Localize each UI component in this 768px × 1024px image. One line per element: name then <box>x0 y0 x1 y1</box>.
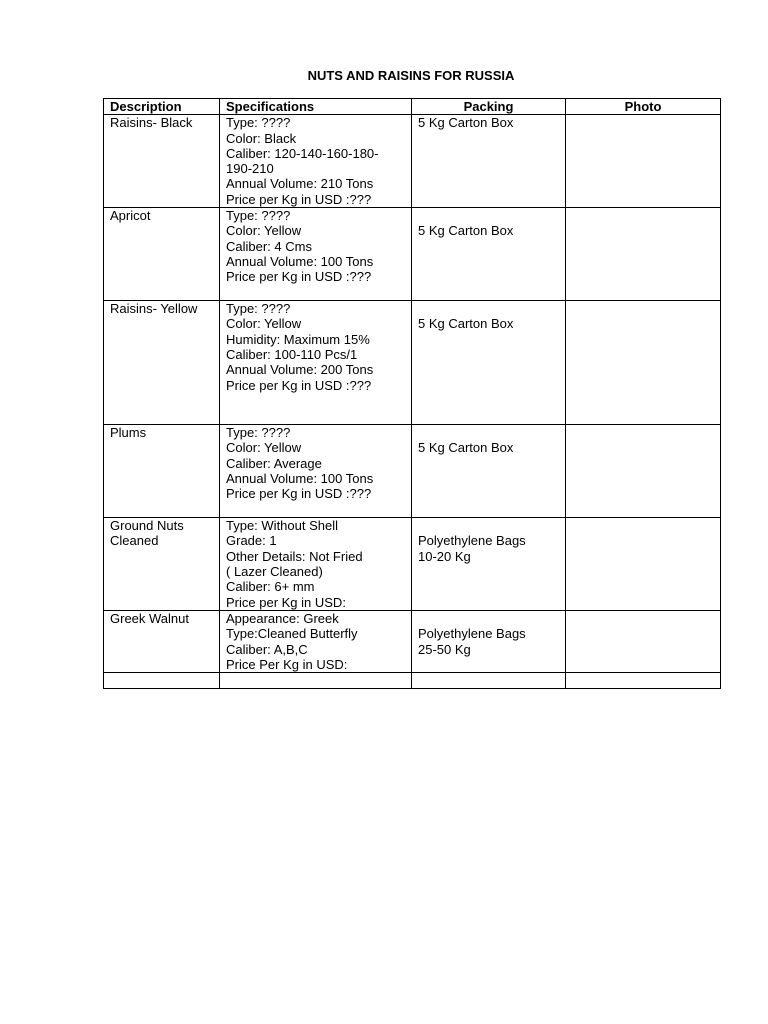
specifications-line: Price per Kg in USD :??? <box>226 486 372 502</box>
photo-cell <box>566 611 721 673</box>
specifications-line: Annual Volume: 200 Tons <box>226 362 374 378</box>
photo-cell <box>566 301 721 425</box>
specifications-line: Caliber: Average <box>226 455 322 471</box>
packing-line: 25-50 Kg <box>418 641 471 657</box>
header-specifications: Specifications <box>220 99 412 115</box>
specifications-line: Caliber: 120-140-160-180- <box>226 145 379 161</box>
packing-cell <box>412 518 566 611</box>
description-line: Raisins- Yellow <box>110 301 198 317</box>
packing-line: 5 Kg Carton Box <box>418 316 514 332</box>
spacer <box>418 301 565 316</box>
specifications-line: Caliber: A,B,C <box>226 641 308 657</box>
header-description: Description <box>104 99 220 115</box>
photo-cell <box>566 115 721 208</box>
specifications-line: Annual Volume: 100 Tons <box>226 253 374 269</box>
packing-line: 5 Kg Carton Box <box>418 440 514 456</box>
specifications-cell <box>220 425 412 518</box>
specifications-line: Price per Kg in USD :??? <box>226 269 372 285</box>
specifications-line: Type: ???? <box>226 425 291 441</box>
header-packing: Packing <box>412 99 566 115</box>
specifications-line: Color: Yellow <box>226 316 302 332</box>
specifications-line: ( Lazer Cleaned) <box>226 563 323 579</box>
packing-line: Polyethylene Bags <box>418 626 526 642</box>
photo-cell <box>566 673 721 689</box>
table-row <box>104 518 721 611</box>
table-row <box>104 208 721 301</box>
description-cell <box>104 611 220 673</box>
description-cell <box>104 518 220 611</box>
specifications-line: Color: Black <box>226 130 297 146</box>
specifications-line: Grade: 1 <box>226 533 277 549</box>
description-line: Cleaned <box>110 533 159 549</box>
specifications-cell <box>220 208 412 301</box>
table-row <box>104 301 721 425</box>
description-line: Apricot <box>110 208 151 224</box>
header-photo: Photo <box>566 99 721 115</box>
specifications-line: Annual Volume: 100 Tons <box>226 470 374 486</box>
specifications-cell <box>220 611 412 673</box>
specifications-line: Type: Without Shell <box>226 518 338 534</box>
specifications-line: Price per Kg in USD :??? <box>226 191 372 207</box>
spacer <box>418 208 565 223</box>
spacer <box>418 611 565 626</box>
description-line: Plums <box>110 425 147 441</box>
photo-cell <box>566 425 721 518</box>
description-line: Ground Nuts <box>110 518 184 534</box>
spacer <box>418 425 565 440</box>
description-line: Greek Walnut <box>110 611 189 627</box>
description-line: Raisins- Black <box>110 115 193 131</box>
specifications-line: Color: Yellow <box>226 223 302 239</box>
specifications-cell <box>220 301 412 425</box>
packing-cell <box>412 115 566 208</box>
table-row <box>104 115 721 208</box>
packing-line: 10-20 Kg <box>418 548 471 564</box>
specifications-line: Price per Kg in USD: <box>226 594 346 610</box>
specifications-line: Type: ???? <box>226 208 291 224</box>
packing-line: 5 Kg Carton Box <box>418 115 514 131</box>
description-cell <box>104 673 220 689</box>
specifications-line: Price per Kg in USD :??? <box>226 377 372 393</box>
description-cell <box>104 425 220 518</box>
photo-cell <box>566 518 721 611</box>
packing-cell <box>412 673 566 689</box>
table-row <box>104 611 721 673</box>
description-cell <box>104 208 220 301</box>
packing-cell <box>412 425 566 518</box>
specifications-line: Humidity: Maximum 15% <box>226 331 370 347</box>
specifications-line: Caliber: 100-110 Pcs/1 <box>226 346 358 362</box>
specifications-cell <box>220 518 412 611</box>
description-cell <box>104 115 220 208</box>
specifications-line: 190-210 <box>226 161 274 177</box>
description-cell <box>104 301 220 425</box>
table-row <box>104 425 721 518</box>
document-title: NUTS AND RAISINS FOR RUSSIA <box>307 68 515 83</box>
packing-cell <box>412 208 566 301</box>
spacer <box>418 518 565 533</box>
specifications-line: Type: ???? <box>226 115 291 131</box>
specifications-cell <box>220 115 412 208</box>
products-table <box>103 98 721 689</box>
specifications-line: Caliber: 6+ mm <box>226 579 315 595</box>
specifications-line: Type:Cleaned Butterfly <box>226 626 358 642</box>
packing-line: 5 Kg Carton Box <box>418 223 514 239</box>
photo-cell <box>566 208 721 301</box>
specifications-line: Color: Yellow <box>226 440 302 456</box>
specifications-line: Caliber: 4 Cms <box>226 238 312 254</box>
table-row <box>104 673 721 689</box>
specifications-line: Appearance: Greek <box>226 611 339 627</box>
specifications-cell <box>220 673 412 689</box>
specifications-line: Other Details: Not Fried <box>226 548 363 564</box>
table-header-row <box>104 99 721 115</box>
packing-cell <box>412 611 566 673</box>
specifications-line: Annual Volume: 210 Tons <box>226 176 374 192</box>
packing-cell <box>412 301 566 425</box>
specifications-line: Price Per Kg in USD: <box>226 656 348 672</box>
packing-line: Polyethylene Bags <box>418 533 526 549</box>
specifications-line: Type: ???? <box>226 301 291 317</box>
